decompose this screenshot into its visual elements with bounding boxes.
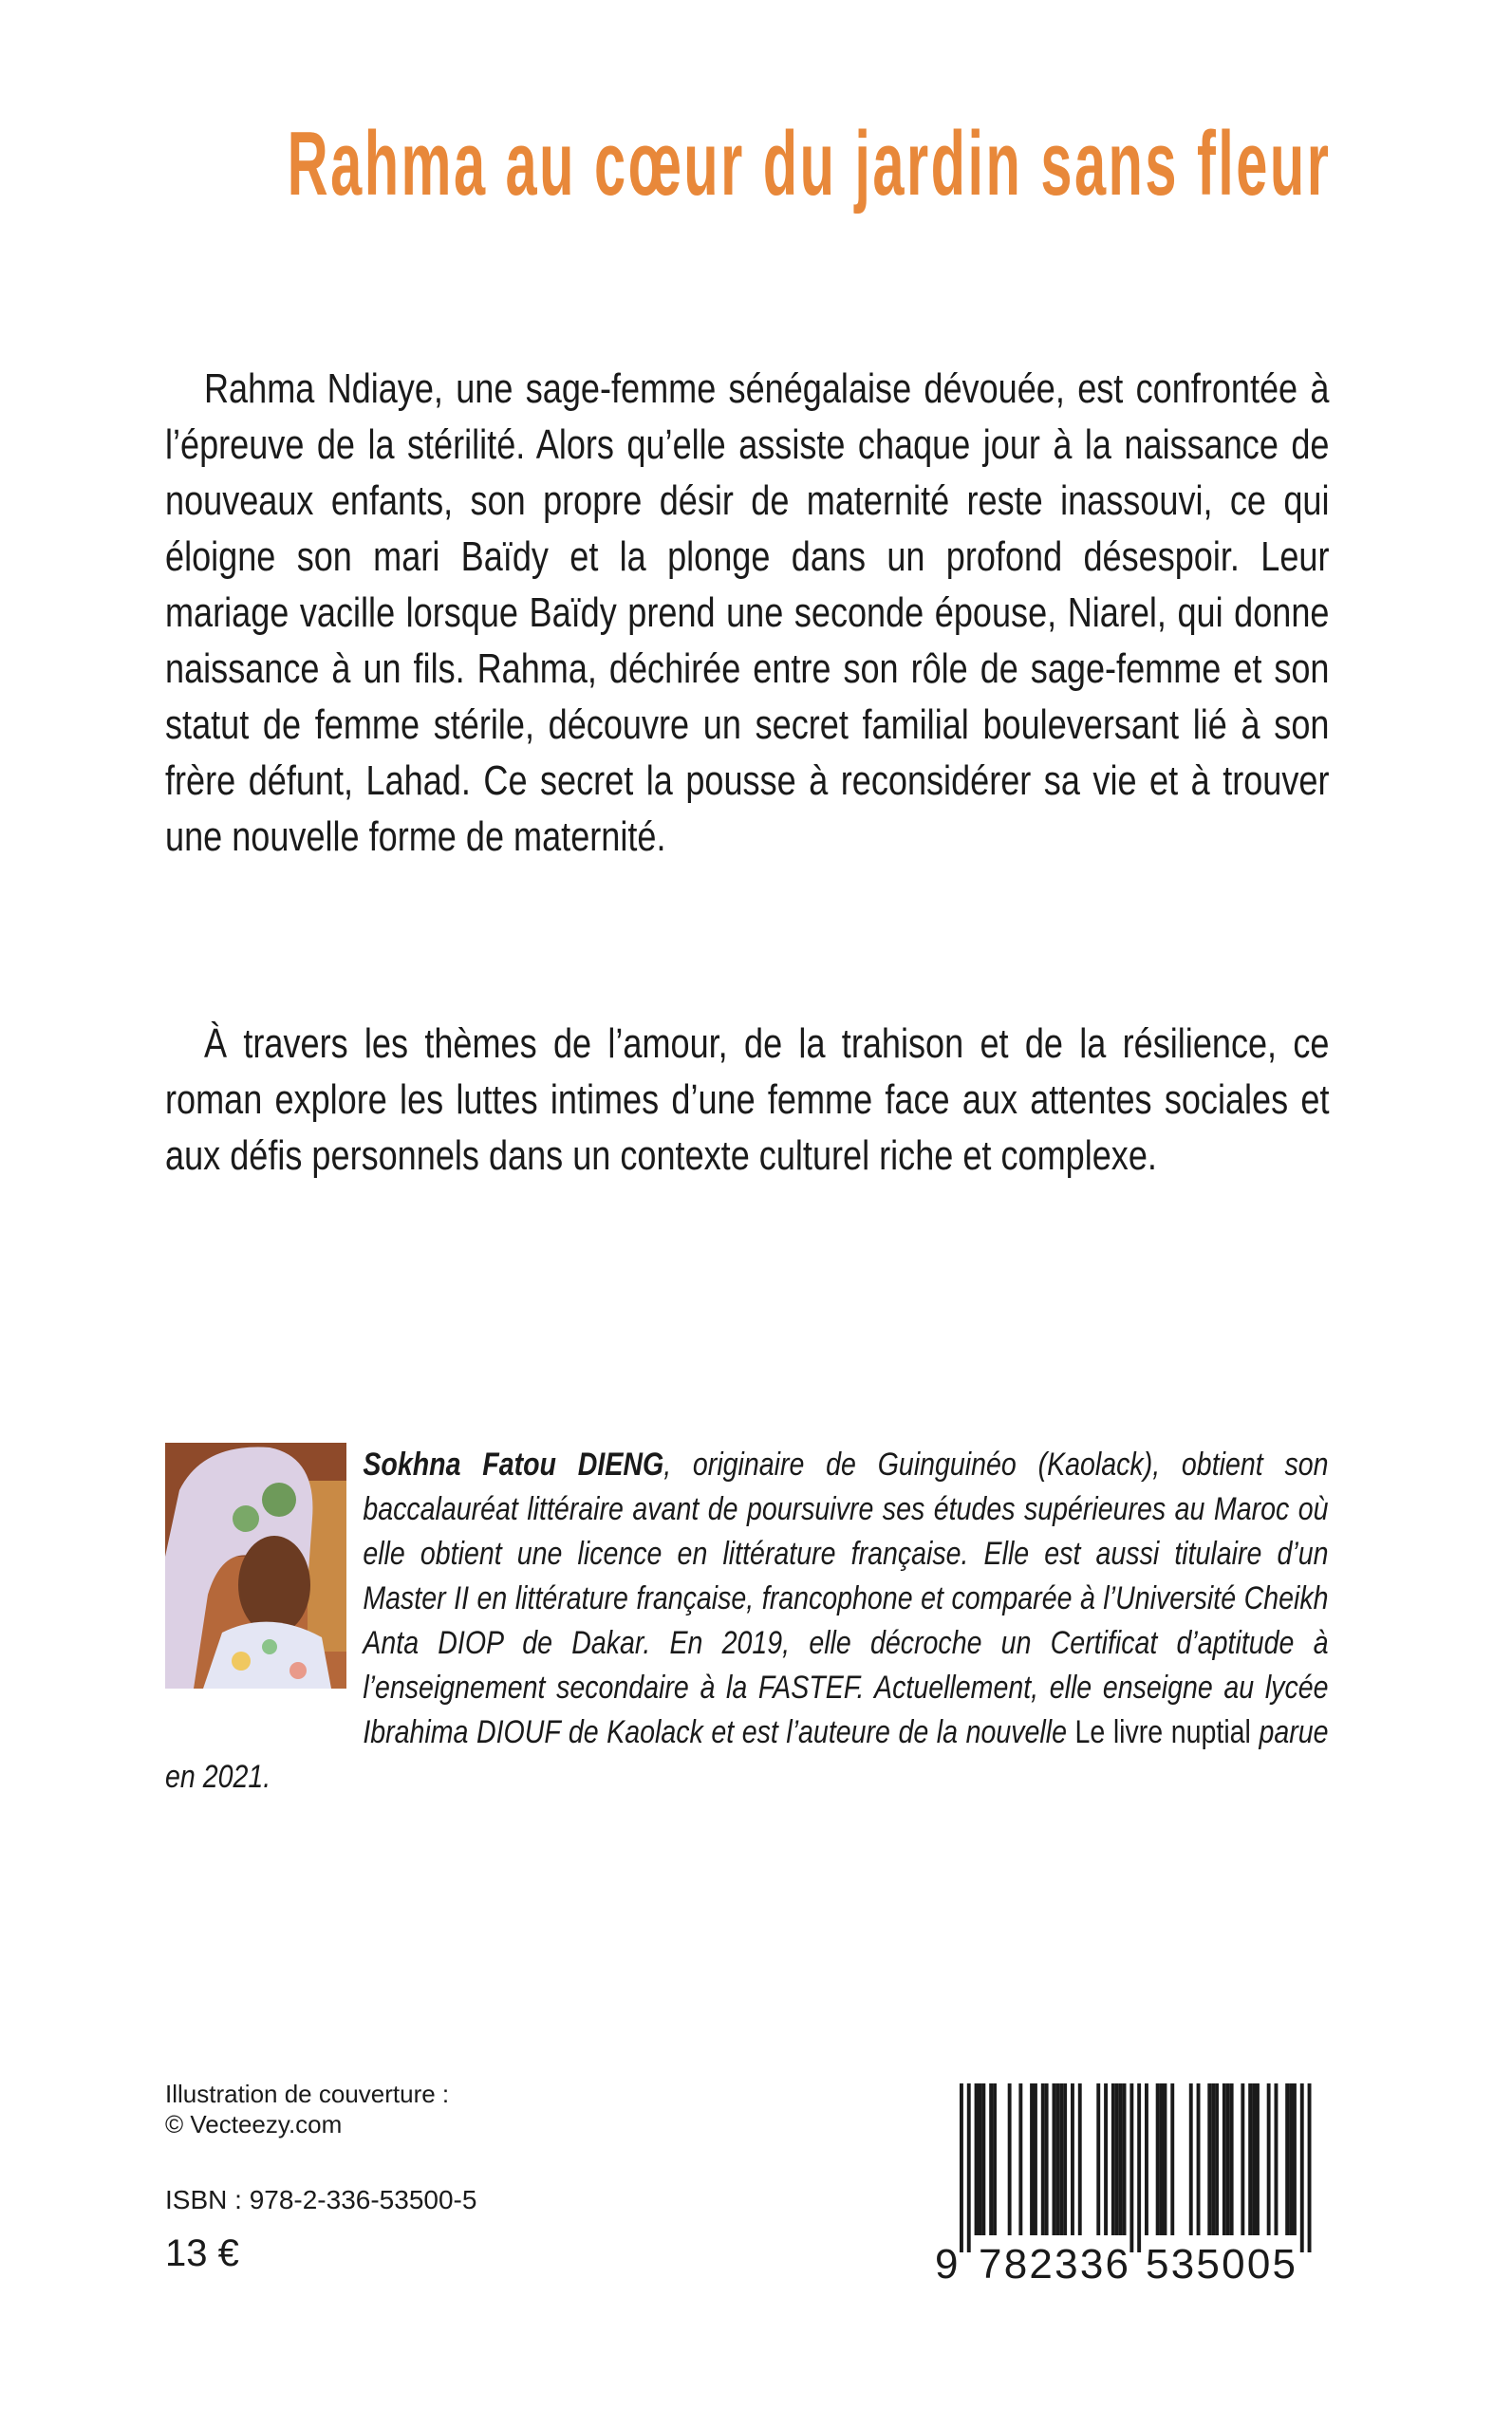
barcode [935,2083,1324,2283]
barcode-bar [1078,2083,1082,2235]
author-book-title: Le livre nuptial [1074,1714,1251,1750]
barcode-bar [1252,2083,1256,2235]
barcode-bar [1115,2083,1119,2235]
barcode-bar [960,2083,963,2252]
barcode-bar [1063,2083,1067,2235]
barcode-bar [1215,2083,1219,2235]
barcode-bar [981,2083,985,2235]
summary-paragraph-2 [165,1016,1329,1184]
barcode-bar [989,2083,993,2235]
author-name: Sokhna Fatou DIENG [363,1447,664,1483]
illustration-label: Illustration de couverture : [165,2080,450,2108]
barcode-bar [1104,2083,1108,2235]
barcode-bar [1308,2083,1312,2252]
barcode-bar [1189,2083,1193,2235]
barcode-bar [1156,2083,1160,2235]
barcode-bar [1285,2083,1289,2235]
author-bio-part2: parue en 2021. [165,1714,1329,1795]
summary-text-1: Rahma Ndiaye, une sage-femme sénégalaise dévouée, est confrontée à l’épreuve de la stérilité. Alors qu’elle assiste chaque jour à la naissance de nouveaux enfants, son propre désir de maternité reste inassouvi, ce qui éloigne son mari Baïdy et la plonge dans un profond désespoir. Leur mariage vacille lorsque Baïdy prend une seconde épouse, Niarel, qui donne naissance à un fils. Rahma, déchirée entre son rôle de sage-femme et son statut de femme stérile, découvre un secret familial bouleversant lié à son frère défunt, Lahad. Ce secret la pousse à reconsidérer sa vie et à trouver une nouvelle forme de maternité. [165,365,1330,860]
barcode-bar [1170,2083,1174,2235]
barcode-bar [1034,2083,1037,2235]
cover-credits [165,2079,449,2139]
barcode-bar [1045,2083,1049,2235]
barcode-bar [1030,2083,1034,2235]
barcode-bar [1059,2083,1063,2235]
barcode-bar [1289,2083,1293,2235]
barcode-bar [1041,2083,1045,2235]
barcode-bar [1275,2083,1279,2235]
barcode-bar [975,2083,979,2235]
barcode-bar [1018,2083,1022,2235]
author-bio [165,1443,1329,1800]
price: 13 € [165,2232,239,2274]
barcode-icon [935,2083,1324,2283]
barcode-digit-first: 9 [935,2241,959,2283]
barcode-bar [1197,2083,1201,2235]
barcode-bar [993,2083,997,2235]
barcode-bar [1053,2083,1056,2235]
book-title: Rahma au cœur du jardin sans fleur [287,113,1332,215]
isbn: ISBN : 978-2-336-53500-5 [165,2185,477,2214]
barcode-digits-left: 782336 [979,2241,1129,2283]
barcode-bar [1256,2083,1260,2235]
barcode-bar [1164,2083,1167,2235]
barcode-bar [1226,2083,1230,2235]
barcode-bar [1248,2083,1252,2235]
barcode-bar [1223,2083,1226,2235]
barcode-bar [1230,2083,1234,2235]
summary-text-2: À travers les thèmes de l’amour, de la trahison et de la résilience, ce roman explore les luttes intimes d’une femme face aux attentes sociales et aux défis personnels dans un contexte culturel riche et complexe. [165,1020,1330,1179]
barcode-bar [1300,2083,1304,2252]
author-bio-part1: , originaire de Guinguinéo (Kaolack), obtient son baccalauréat littéraire avant de poursuivre ses études supérieures au Maroc où elle obtient une licence en littérature française. Elle est aussi titulaire d’un Master II en littérature française, francophone et comparée à l’Université Cheikh Anta DIOP de Dakar. En 2019, elle décroche un Certificat d’aptitude à l’enseignement secondaire à la FASTEF. Actuellement, elle enseigne au lycée Ibrahima DIOUF de Kaolack et est l’auteure de la nouvelle [363,1447,1329,1750]
barcode-bar [1111,2083,1115,2235]
barcode-bar [1293,2083,1297,2235]
barcode-bar [1129,2083,1133,2252]
barcode-bar [1211,2083,1215,2235]
summary-paragraph-1 [165,361,1329,865]
barcode-bar [1008,2083,1012,2235]
barcode-bar [967,2083,971,2252]
barcode-bar [1055,2083,1059,2235]
barcode-bar [1123,2083,1127,2235]
barcode-bar [979,2083,982,2235]
illustration-source: © Vecteezy.com [165,2110,343,2138]
barcode-bar [1160,2083,1164,2235]
barcode-bar [1137,2083,1141,2252]
barcode-bar [1071,2083,1074,2235]
barcode-bar [1207,2083,1211,2235]
barcode-bar [1119,2083,1123,2235]
barcode-digits-right: 535005 [1146,2241,1296,2283]
barcode-bar [1096,2083,1100,2235]
barcode-bar [1241,2083,1244,2235]
barcode-bar [1267,2083,1271,2235]
barcode-bar [1145,2083,1148,2235]
